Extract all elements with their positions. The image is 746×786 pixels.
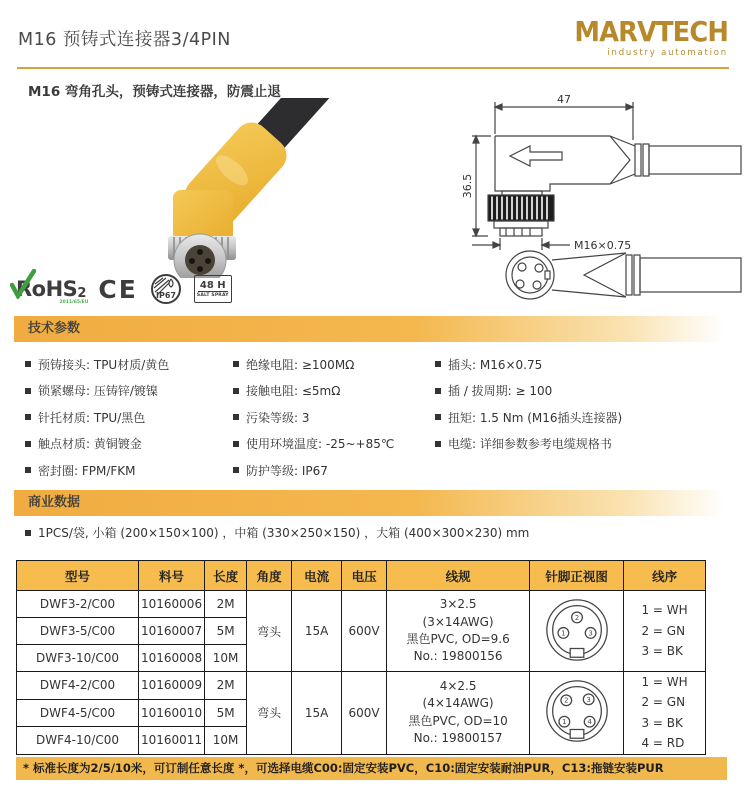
param-item [233, 351, 435, 378]
length-cell: 10M [205, 645, 247, 672]
wire-order-line: 4 = RD [641, 736, 685, 751]
length-cell: 2M [205, 672, 247, 700]
ordering-table [16, 560, 706, 755]
bullet-icon [435, 441, 441, 447]
wire-spec-line: No.: 19800157 [413, 731, 503, 746]
wire-order-line: 2 = GN [641, 695, 686, 710]
param-item [25, 431, 233, 458]
salt-spray-label: SALT SPRAY [196, 293, 229, 299]
wire-order-line: 1 = WH [641, 675, 688, 689]
col-pin-view: 针脚正视图 [530, 561, 624, 591]
model-cell: DWF3-10/C00 [17, 645, 139, 672]
wire-spec-cell [387, 672, 530, 755]
param-text: 插头: M16×0.75 [448, 357, 543, 372]
param-text: 针托材质: TPU/黑色 [38, 410, 146, 425]
voltage-cell: 600V [342, 591, 387, 672]
param-text: 触点材质: 黄铜镀金 [38, 437, 142, 452]
bullet-icon [25, 388, 31, 394]
pin-number: 1 [560, 628, 566, 637]
page-title: M16 预铸式连接器3/4PIN [18, 30, 231, 50]
length-cell: 5M [205, 618, 247, 645]
col-wire-spec: 线规 [387, 561, 530, 591]
packaging-info [25, 524, 529, 541]
pin-number: 4 [587, 718, 592, 727]
col-length: 长度 [205, 561, 247, 591]
pin-number: 3 [588, 628, 593, 637]
param-text: 防护等级: IP67 [246, 463, 328, 478]
ce-mark: CE [98, 274, 138, 304]
wire-spec-line: 3×2.5 [439, 597, 477, 612]
bullet-icon [435, 388, 441, 394]
table-footnote: * 标准长度为2/5/10米，可订制任意长度 *，可选择电缆C00:固定安装PVC，C10:固定安装耐油PUR，C13:拖链安装PUR [16, 757, 727, 780]
param-text: 污染等级: 3 [246, 410, 310, 425]
param-text: 绝缘电阻: ≥100MΩ [246, 357, 355, 372]
voltage-cell: 600V [342, 672, 387, 755]
part-cell: 10160009 [139, 672, 205, 700]
length-cell: 5M [205, 699, 247, 727]
wire-spec-line: (3×14AWG) [422, 614, 494, 629]
pin-number: 2 [574, 613, 579, 622]
param-text: 锁紧螺母: 压铸锌/镀镍 [38, 384, 158, 399]
rohs-label: RoHS [16, 277, 78, 301]
param-text: 扭矩: 1.5 Nm (M16插头连接器) [448, 410, 623, 425]
param-item [25, 404, 233, 431]
param-text: 预铸接头: TPU材质/黄色 [38, 357, 170, 372]
col-part: 料号 [139, 561, 205, 591]
direction-arrow-icon [510, 146, 562, 166]
param-item [233, 404, 435, 431]
col-wire-order: 线序 [624, 561, 706, 591]
pin-number: 2 [563, 697, 569, 706]
rohs-badge [16, 277, 89, 305]
bullet-icon [25, 441, 31, 447]
part-cell: 10160010 [139, 699, 205, 727]
rohs-sub-label: 2 [77, 286, 87, 301]
param-item [233, 431, 435, 458]
pin-number: 1 [561, 718, 567, 727]
model-cell: DWF3-2/C00 [17, 591, 139, 618]
part-cell: 10160006 [139, 591, 205, 618]
length-cell: 10M [205, 727, 247, 755]
section-tech-params [14, 316, 746, 342]
header-divider [17, 67, 729, 69]
param-item [435, 404, 725, 431]
wire-order-line: 3 = BK [641, 715, 683, 730]
param-text: 插 / 拔周期: ≥ 100 [448, 384, 553, 399]
param-text: 电缆: 详细参数参考电缆规格书 [448, 437, 612, 452]
tech-params-grid [25, 351, 725, 484]
model-cell: DWF4-2/C00 [17, 672, 139, 700]
dim-height-label: 36.5 [461, 173, 474, 199]
certification-row [16, 271, 232, 307]
salt-spray-badge [194, 275, 232, 303]
length-cell: 2M [205, 591, 247, 618]
bullet-icon [25, 467, 31, 473]
param-item [435, 351, 725, 378]
bullet-icon [25, 414, 31, 420]
param-item [233, 378, 435, 405]
brand-logo [561, 15, 728, 58]
param-text: 使用环境温度: -25~+85℃ [246, 437, 395, 452]
param-item [233, 457, 435, 484]
product-subtitle: M16 弯角孔头，预铸式连接器，防震止退 [28, 84, 281, 100]
pin-diagram-3pin [538, 594, 616, 666]
wire-spec-line: (4×14AWG) [422, 696, 494, 711]
model-cell: DWF4-5/C00 [17, 699, 139, 727]
bullet-icon [435, 361, 441, 367]
pin-number: 3 [586, 696, 591, 705]
bullet-icon [25, 530, 31, 536]
bullet-icon [233, 467, 239, 473]
param-text: 接触电阻: ≤5mΩ [246, 384, 341, 399]
product-photo [95, 98, 345, 278]
rohs-directive-label: 2011/65/EU [59, 300, 89, 305]
section-commercial [14, 490, 746, 516]
wire-order-cell [624, 591, 706, 672]
angle-cell: 弯头 [247, 672, 292, 755]
col-angle: 角度 [247, 561, 292, 591]
wire-spec-line: No.: 19800156 [413, 649, 503, 664]
param-text: 密封圈: FPM/FKM [38, 463, 136, 478]
section-title: 商业数据 [28, 495, 81, 510]
bullet-icon [25, 361, 31, 367]
ip67-badge [150, 273, 182, 305]
ip67-label: IP67 [155, 291, 176, 300]
packaging-text: 1PCS/袋, 小箱 (200×150×100) ，中箱 (330×250×150) ，大箱 (400×300×230) mm [38, 526, 530, 540]
bullet-icon [435, 414, 441, 420]
bullet-icon [233, 361, 239, 367]
wire-order-line: 3 = BK [641, 644, 683, 659]
pin-view-cell [530, 591, 624, 672]
dim-width-label: 47 [557, 94, 571, 106]
param-item [435, 378, 725, 405]
technical-drawing [388, 94, 743, 306]
current-cell: 15A [292, 672, 342, 755]
part-cell: 10160008 [139, 645, 205, 672]
thread-label: M16×0.75 [574, 239, 632, 252]
check-icon [10, 269, 36, 299]
current-cell: 15A [292, 591, 342, 672]
param-item [25, 457, 233, 484]
model-cell: DWF4-10/C00 [17, 727, 139, 755]
wire-order-cell [624, 672, 706, 755]
model-cell: DWF3-5/C00 [17, 618, 139, 645]
wire-order-line: 2 = GN [641, 623, 686, 638]
pin-diagram-4pin [538, 675, 616, 747]
col-voltage: 电压 [342, 561, 387, 591]
wire-spec-cell [387, 591, 530, 672]
param-item-empty [435, 457, 725, 484]
part-cell: 10160007 [139, 618, 205, 645]
param-item [435, 431, 725, 458]
bullet-icon [233, 388, 239, 394]
wire-spec-line: 4×2.5 [439, 679, 477, 693]
col-current: 电流 [292, 561, 342, 591]
param-item [25, 378, 233, 405]
table-row [17, 591, 706, 618]
wire-spec-line: 黑色PVC, OD=9.6 [406, 632, 510, 646]
section-title: 技术参数 [28, 321, 81, 336]
wire-spec-line: 黑色PVC, OD=10 [408, 713, 508, 728]
pin-view-cell [530, 672, 624, 755]
param-item [25, 351, 233, 378]
bullet-icon [233, 441, 239, 447]
table-row [17, 672, 706, 700]
bullet-icon [233, 414, 239, 420]
part-cell: 10160011 [139, 727, 205, 755]
logo-wordmark: MARVTECH [574, 15, 728, 48]
col-model: 型号 [17, 561, 139, 591]
wire-order-line: 1 = WH [641, 603, 688, 618]
logo-tagline: industry automation [607, 48, 728, 58]
salt-spray-hours: 48 H [199, 279, 226, 291]
table-header-row [17, 561, 706, 591]
angle-cell: 弯头 [247, 591, 292, 672]
